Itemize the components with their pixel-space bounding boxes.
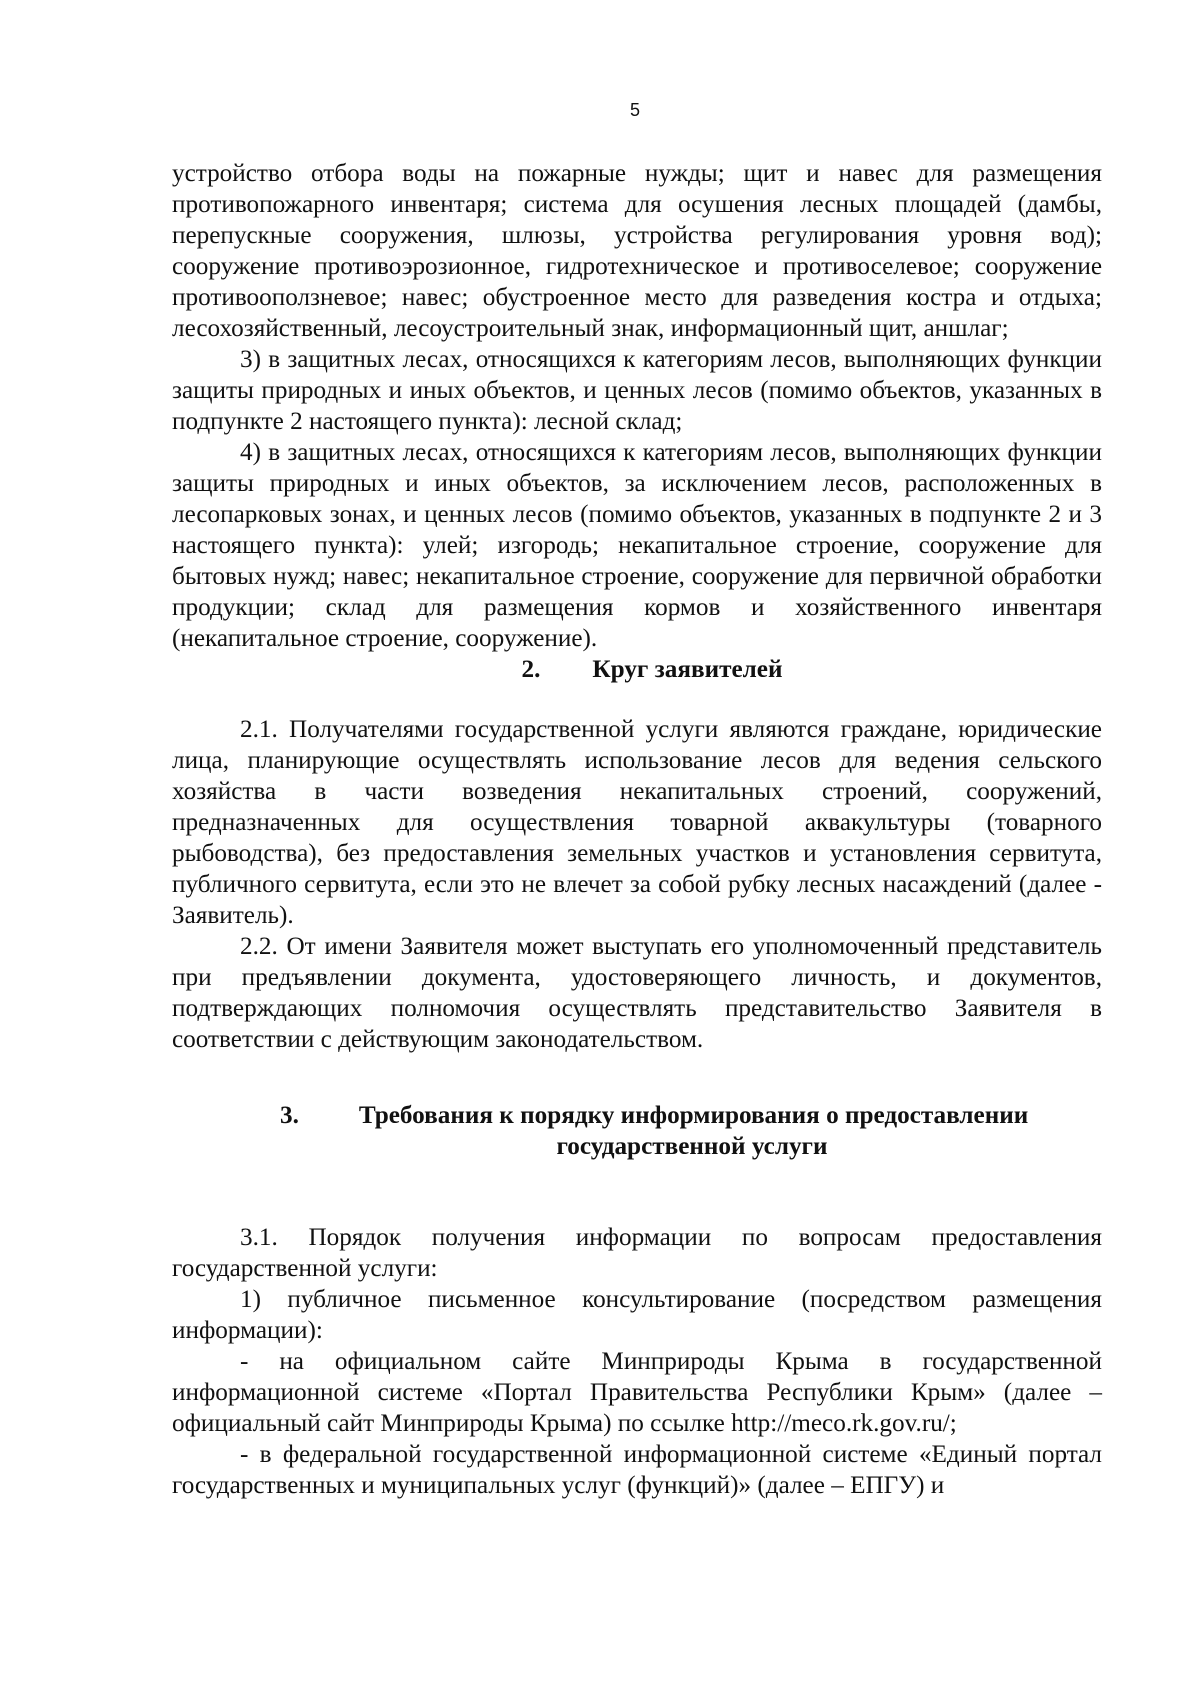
paragraph-3-1: 3.1. Порядок получения информации по вопросам предоставления государственной услуги: — [172, 1224, 1102, 1282]
paragraph-epgu: - в федеральной государственной информационной системе «Единый портал государственных и муниципальных услуг (функций)» (далее – ЕПГУ) и — [172, 1441, 1102, 1499]
section-2-heading — [172, 654, 1102, 685]
paragraph-3-1-item-1: 1) публичное письменное консультирование (посредством размещения информации): — [172, 1286, 1102, 1344]
paragraph-item-3: 3) в защитных лесах, относящихся к категориям лесов, выполняющих функции защиты природных и иных объектов, и ценных лесов (помимо объектов, указанных в подпункте 2 настоящего пункта): лесной склад; — [172, 346, 1102, 435]
page-number: 5 — [629, 100, 640, 120]
section-3-number: 3. — [280, 1102, 299, 1129]
paragraph-intro-continuation: устройство отбора воды на пожарные нужды; щит и навес для размещения противопожарного инвентаря; система для осушения лесных площадей (дамбы, перепускные сооружения, шлюзы, устройства регулирования уровня вод); сооружение противоэрозионное, гидротехническое и противоселевое; сооружение противооползневое; навес; обустроенное место для разведения костра и отдыха; лесохозяйственный, лесоустроительный знак, информационный щит, аншлаг; — [172, 160, 1102, 342]
section-2-number: 2. — [521, 656, 541, 683]
paragraph-2-2: 2.2. От имени Заявителя может выступать его уполномоченный представитель при предъявлении документа, удостоверяющего личность, и документов, подтверждающих полномочия осуществлять представительство Заявителя в соответствии с действующим законодательством. — [172, 933, 1102, 1053]
document-body — [172, 158, 1102, 1501]
section-3-heading — [172, 1100, 1102, 1162]
section-2-title: Круг заявителей — [592, 656, 783, 683]
section-3-heading-line1 — [172, 1100, 1102, 1131]
section-3-title-line1: Требования к порядку информирования о предоставлении — [358, 1102, 1029, 1129]
section-3-title-line2: государственной услуги — [556, 1133, 828, 1160]
paragraph-item-4: 4) в защитных лесах, относящихся к категориям лесов, выполняющих функции защиты природных и иных объектов, за исключением лесов, расположенных в лесопарковых зонах, и ценных лесов (помимо объектов, указанных в подпункте 2 и 3 настоящего пункта): улей; изгородь; некапитальное строение, сооружение для бытовых нужд; навес; некапитальное строение, сооружение для первичной обработки продукции; склад для размещения кормов и хозяйственного инвентаря (некапитальное строение, сооружение). — [172, 439, 1102, 652]
paragraph-official-site: - на официальном сайте Минприроды Крыма в государственной информационной системе «Портал Правительства Республики Крым» (далее – официальный сайт Минприроды Крыма) по ссылке http://meco.rk.gov.ru/; — [172, 1348, 1102, 1437]
paragraph-2-1: 2.1. Получателями государственной услуги являются граждане, юридические лица, планирующие осуществлять использование лесов для ведения сельского хозяйства в части возведения некапитальных строений, сооружений, предназначенных для осуществления товарной аквакультуры (товарного рыбоводства), без предоставления земельных участков и установления сервитута, публичного сервитута, если это не влечет за собой рубку лесных насаждений (далее - Заявитель). — [172, 716, 1102, 929]
